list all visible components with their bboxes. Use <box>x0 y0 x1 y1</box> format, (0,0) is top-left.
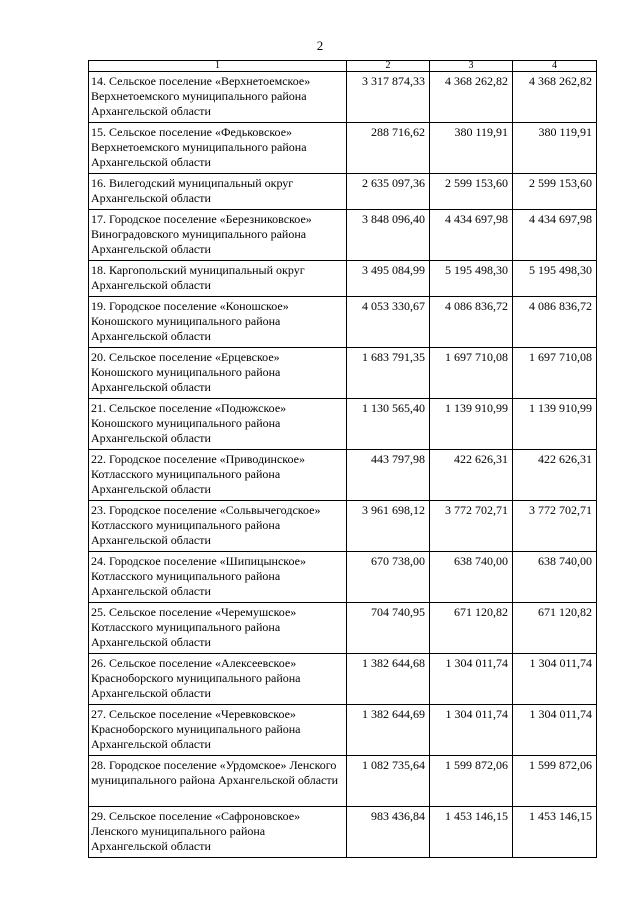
row-name-cell: 21. Сельское поселение «Подюжское» Коношского муниципального района Архангельской области <box>89 399 347 450</box>
value-col-3-cell: 671 120,82 <box>430 603 513 654</box>
row-name-cell: 28. Городское поселение «Урдомское» Ленского муниципального района Архангельской области <box>89 756 347 807</box>
value-col-2-cell: 3 317 874,33 <box>347 72 430 123</box>
table-row <box>89 297 597 348</box>
value-col-4-cell: 1 304 011,74 <box>513 654 597 705</box>
table-row <box>89 654 597 705</box>
value-col-3-cell: 1 697 710,08 <box>430 348 513 399</box>
value-col-4-cell: 1 599 872,06 <box>513 756 597 807</box>
data-table <box>88 60 597 858</box>
value-col-2-cell: 1 683 791,35 <box>347 348 430 399</box>
value-col-2-cell: 288 716,62 <box>347 123 430 174</box>
table-row <box>89 261 597 297</box>
column-header: 4 <box>513 61 597 72</box>
value-col-3-cell: 1 599 872,06 <box>430 756 513 807</box>
value-col-3-cell: 1 139 910,99 <box>430 399 513 450</box>
value-col-2-cell: 1 082 735,64 <box>347 756 430 807</box>
row-name-cell: 25. Сельское поселение «Черемушское» Котласского муниципального района Архангельской области <box>89 603 347 654</box>
row-name-cell: 23. Городское поселение «Сольвычегодское» Котласского муниципального района Архангельской области <box>89 501 347 552</box>
value-col-4-cell: 4 086 836,72 <box>513 297 597 348</box>
row-name-cell: 14. Сельское поселение «Верхнетоемское» Верхнетоемского муниципального района Архангельской области <box>89 72 347 123</box>
value-col-4-cell: 380 119,91 <box>513 123 597 174</box>
value-col-2-cell: 443 797,98 <box>347 450 430 501</box>
value-col-3-cell: 5 195 498,30 <box>430 261 513 297</box>
row-name-cell: 15. Сельское поселение «Федьковское» Верхнетоемского муниципального района Архангельской области <box>89 123 347 174</box>
value-col-2-cell: 1 130 565,40 <box>347 399 430 450</box>
value-col-4-cell: 1 453 146,15 <box>513 807 597 858</box>
row-name-cell: 26. Сельское поселение «Алексеевское» Красноборского муниципального района Архангельской области <box>89 654 347 705</box>
value-col-4-cell: 422 626,31 <box>513 450 597 501</box>
table-row <box>89 807 597 858</box>
value-col-2-cell: 3 848 096,40 <box>347 210 430 261</box>
value-col-4-cell: 1 139 910,99 <box>513 399 597 450</box>
row-name-cell: 20. Сельское поселение «Ерцевское» Коношского муниципального района Архангельской области <box>89 348 347 399</box>
value-col-2-cell: 2 635 097,36 <box>347 174 430 210</box>
table-row <box>89 348 597 399</box>
table-header-row <box>89 61 597 72</box>
row-name-cell: 17. Городское поселение «Березниковское» Виноградовского муниципального района Архангельской области <box>89 210 347 261</box>
value-col-2-cell: 4 053 330,67 <box>347 297 430 348</box>
table-row <box>89 174 597 210</box>
table-row <box>89 501 597 552</box>
value-col-2-cell: 3 495 084,99 <box>347 261 430 297</box>
value-col-3-cell: 1 304 011,74 <box>430 705 513 756</box>
value-col-4-cell: 3 772 702,71 <box>513 501 597 552</box>
value-col-2-cell: 3 961 698,12 <box>347 501 430 552</box>
table-row <box>89 552 597 603</box>
table-row <box>89 705 597 756</box>
value-col-4-cell: 5 195 498,30 <box>513 261 597 297</box>
value-col-3-cell: 4 086 836,72 <box>430 297 513 348</box>
table-body <box>89 72 597 858</box>
column-header: 3 <box>430 61 513 72</box>
value-col-3-cell: 638 740,00 <box>430 552 513 603</box>
value-col-3-cell: 422 626,31 <box>430 450 513 501</box>
table-row <box>89 210 597 261</box>
value-col-4-cell: 1 697 710,08 <box>513 348 597 399</box>
row-name-cell: 18. Каргопольский муниципальный округ Архангельской области <box>89 261 347 297</box>
value-col-4-cell: 4 368 262,82 <box>513 72 597 123</box>
row-name-cell: 16. Вилегодский муниципальный округ Архангельской области <box>89 174 347 210</box>
table-row <box>89 123 597 174</box>
value-col-3-cell: 4 368 262,82 <box>430 72 513 123</box>
table-row <box>89 399 597 450</box>
row-name-cell: 22. Городское поселение «Приводинское» Котласского муниципального района Архангельской области <box>89 450 347 501</box>
table-row <box>89 603 597 654</box>
page-number: 2 <box>316 38 324 53</box>
value-col-4-cell: 671 120,82 <box>513 603 597 654</box>
value-col-2-cell: 704 740,95 <box>347 603 430 654</box>
value-col-2-cell: 670 738,00 <box>347 552 430 603</box>
column-header: 2 <box>347 61 430 72</box>
row-name-cell: 29. Сельское поселение «Сафроновское» Ленского муниципального района Архангельской области <box>89 807 347 858</box>
value-col-3-cell: 1 453 146,15 <box>430 807 513 858</box>
value-col-4-cell: 2 599 153,60 <box>513 174 597 210</box>
table-row <box>89 756 597 807</box>
value-col-4-cell: 1 304 011,74 <box>513 705 597 756</box>
row-name-cell: 27. Сельское поселение «Черевковское» Красноборского муниципального района Архангельской области <box>89 705 347 756</box>
value-col-2-cell: 983 436,84 <box>347 807 430 858</box>
table-row <box>89 450 597 501</box>
value-col-2-cell: 1 382 644,69 <box>347 705 430 756</box>
column-header: 1 <box>89 61 347 72</box>
row-name-cell: 19. Городское поселение «Коношское» Коношского муниципального района Архангельской области <box>89 297 347 348</box>
value-col-4-cell: 638 740,00 <box>513 552 597 603</box>
table-row <box>89 72 597 123</box>
value-col-3-cell: 1 304 011,74 <box>430 654 513 705</box>
value-col-3-cell: 3 772 702,71 <box>430 501 513 552</box>
value-col-3-cell: 4 434 697,98 <box>430 210 513 261</box>
value-col-3-cell: 380 119,91 <box>430 123 513 174</box>
value-col-4-cell: 4 434 697,98 <box>513 210 597 261</box>
value-col-3-cell: 2 599 153,60 <box>430 174 513 210</box>
value-col-2-cell: 1 382 644,68 <box>347 654 430 705</box>
row-name-cell: 24. Городское поселение «Шипицынское» Котласского муниципального района Архангельской области <box>89 552 347 603</box>
